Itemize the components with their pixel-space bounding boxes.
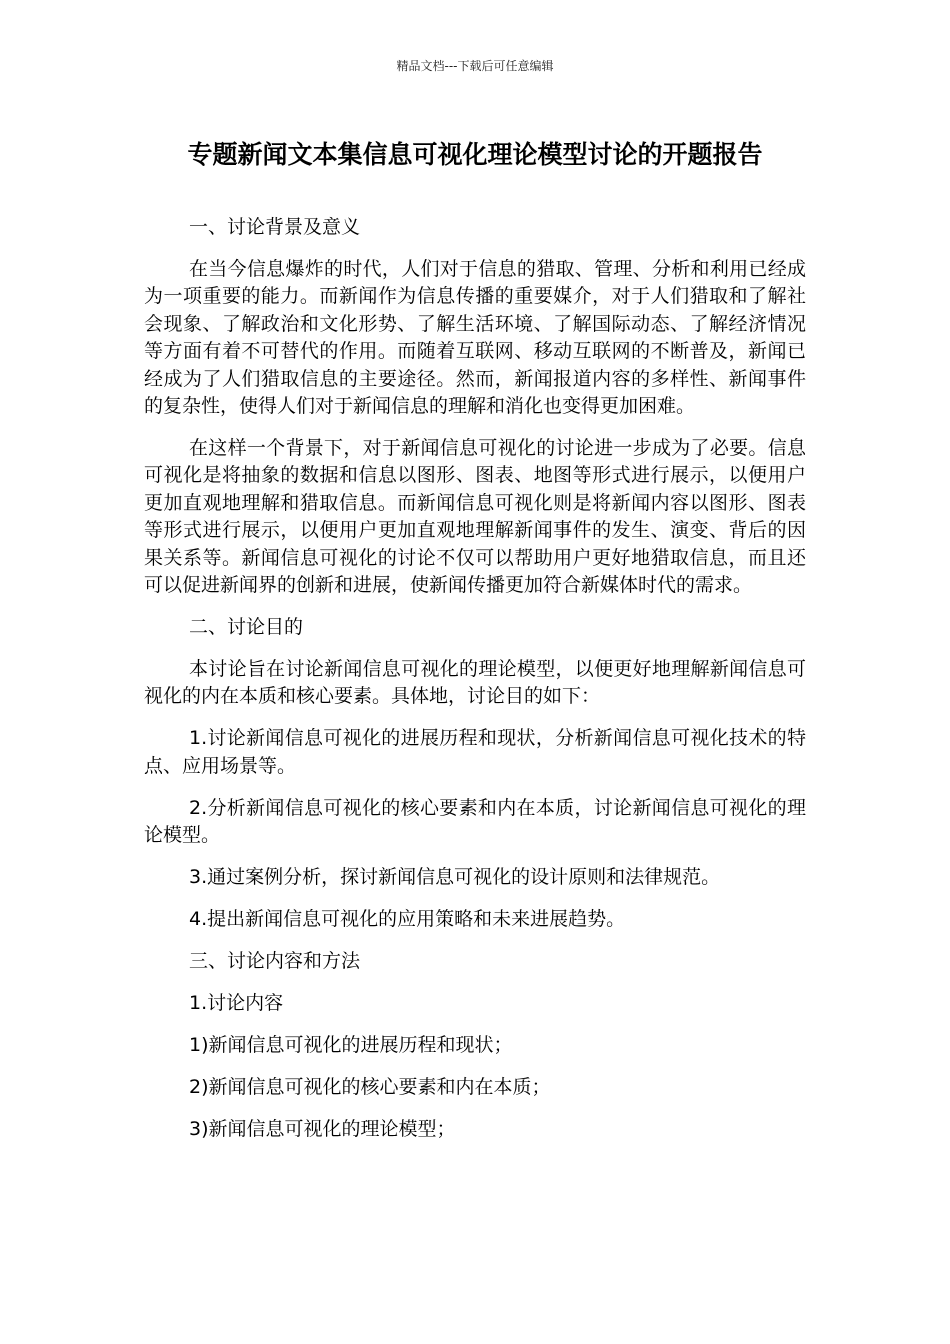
subsection-heading: 1.讨论内容	[189, 992, 284, 1015]
document-body	[144, 214, 806, 1158]
body-paragraph: 在当今信息爆炸的时代，人们对于信息的猎取、管理、分析和利用已经成为一项重要的能力。而新闻作为信息传播的重要媒介，对于人们猎取和了解社会现象、了解政治和文化形势、了解生活环境、了解国际动态、了解经济情况等方面有着不可替代的作用。而随着互联网、移动互联网的不断普及，新闻已经成为了人们猎取信息的主要途径。然而，新闻报道内容的多样性、新闻事件的复杂性，使得人们对于新闻信息的理解和消化也变得更加困难。	[144, 258, 806, 418]
list-item: 4.提出新闻信息可视化的应用策略和未来进展趋势。	[189, 908, 626, 931]
list-item: 3.通过案例分析，探讨新闻信息可视化的设计原则和法律规范。	[189, 866, 721, 889]
document-title: 专题新闻文本集信息可视化理论模型讨论的开题报告	[187, 140, 763, 169]
list-item: 2.分析新闻信息可视化的核心要素和内在本质，讨论新闻信息可视化的理论模型。	[144, 796, 806, 847]
list-item: 1.讨论新闻信息可视化的进展历程和现状，分析新闻信息可视化技术的特点、应用场景等。	[144, 727, 806, 777]
body-paragraph: 本讨论旨在讨论新闻信息可视化的理论模型，以便更好地理解新闻信息可视化的内在本质和核心要素。具体地，讨论目的如下：	[144, 658, 806, 708]
section-heading-background: 一、讨论背景及意义	[189, 216, 361, 238]
header-note: 精品文档---下载后可任意编辑	[396, 59, 554, 73]
list-item: 3)新闻信息可视化的理论模型；	[189, 1118, 456, 1141]
list-item: 1)新闻信息可视化的进展历程和现状；	[189, 1034, 513, 1057]
list-item: 2)新闻信息可视化的核心要素和内在本质；	[189, 1076, 551, 1099]
section-heading-content-method: 三、讨论内容和方法	[189, 950, 361, 973]
body-paragraph: 在这样一个背景下，对于新闻信息可视化的讨论进一步成为了必要。信息可视化是将抽象的数据和信息以图形、图表、地图等形式进行展示，以便用户更加直观地理解和猎取信息。而新闻信息可视化则是将新闻内容以图形、图表等形式进行展示，以便用户更加直观地理解新闻事件的发生、演变、背后的因果关系等。新闻信息可视化的讨论不仅可以帮助用户更好地猎取信息，而且还可以促进新闻界的创新和进展，使新闻传播更加符合新媒体时代的需求。	[144, 437, 806, 597]
section-heading-purpose: 二、讨论目的	[189, 616, 304, 639]
